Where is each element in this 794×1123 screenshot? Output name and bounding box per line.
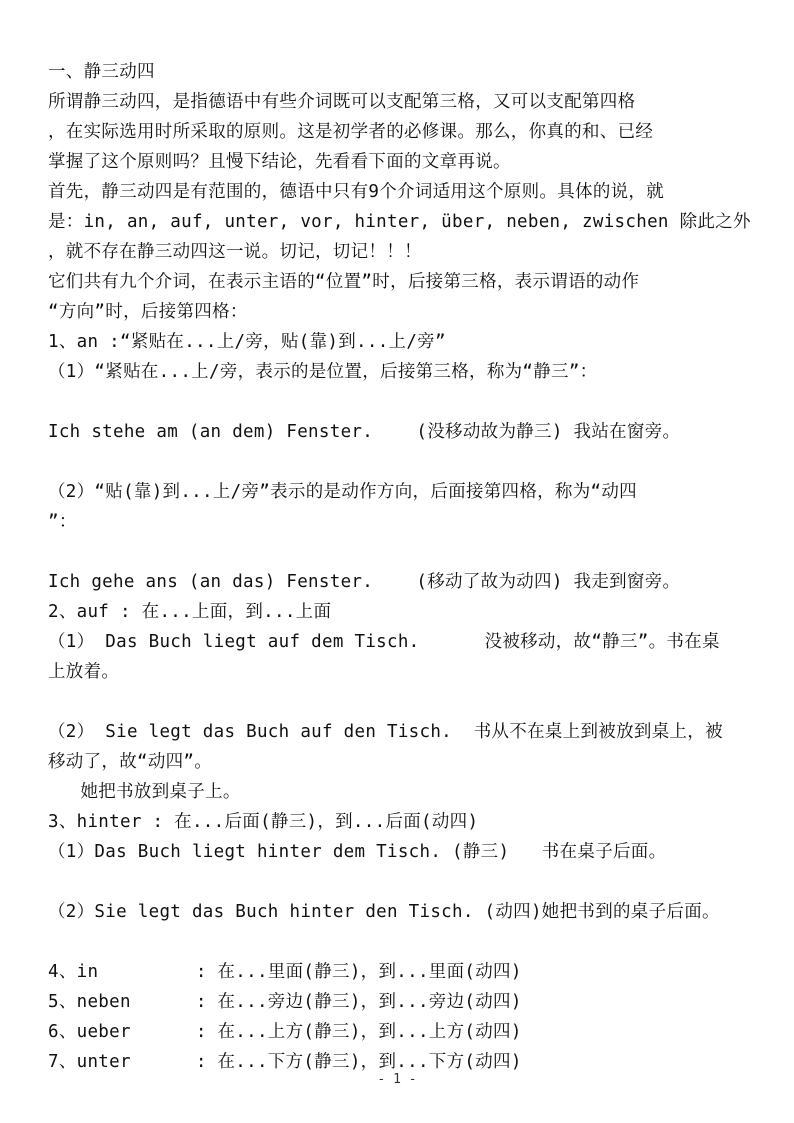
paragraph-line: ，在实际选用时所采取的原则。这是初学者的必修课。那么，你真的和、已经	[48, 122, 654, 142]
section-heading: 一、静三动四	[48, 62, 155, 82]
example-sentence: 她把书放到桌子上。	[48, 782, 241, 802]
example-sentence: （1） Das Buch liegt auf dem Tisch. 没被移动，故“静三”。书在桌	[48, 632, 720, 652]
item-heading: 3、hinter : 在...后面(静三)，到...后面(动四)	[48, 812, 479, 832]
subitem-line: ”：	[48, 512, 77, 532]
example-sentence: （2） Sie legt das Buch auf den Tisch. 书从不在桌上到被放到桌上，被	[48, 722, 723, 742]
page-number: - 1 -	[377, 1072, 417, 1087]
example-sentence: Ich gehe ans (an das) Fenster. (移动了故为动四) 我走到窗旁。	[48, 572, 681, 592]
example-sentence: 移动了，故“动四”。	[48, 752, 213, 772]
paragraph-line: 是：in, an, auf, unter, vor, hinter, über, neben, zwischen 除此之外	[48, 212, 751, 232]
example-sentence: Ich stehe am (an dem) Fenster. (没移动故为静三) 我站在窗旁。	[48, 422, 681, 442]
item-heading: 1、an :“紧贴在...上/旁，贴(靠)到...上/旁”	[48, 332, 446, 352]
paragraph-line: 掌握了这个原则吗？且慢下结论，先看看下面的文章再说。	[48, 152, 511, 172]
paragraph-line: ，就不存在静三动四这一说。切记，切记！！！	[48, 242, 422, 262]
item-heading: 2、auf : 在...上面，到...上面	[48, 602, 332, 622]
subitem-line: （1）“紧贴在...上/旁，表示的是位置，后接第三格，称为“静三”：	[48, 362, 598, 382]
paragraph-line: “方向”时，后接第四格：	[48, 302, 248, 322]
paragraph-line: 首先，静三动四是有范围的，德语中只有9个介词适用这个原则。具体的说，就	[48, 182, 665, 202]
example-sentence: 上放着。	[48, 662, 120, 682]
paragraph-line: 所谓静三动四，是指德语中有些介词既可以支配第三格，又可以支配第四格	[48, 92, 636, 112]
subitem-line: （2）“贴(靠)到...上/旁”表示的是动作方向，后面接第四格，称为“动四	[48, 482, 637, 502]
example-sentence: （1）Das Buch liegt hinter dem Tisch. (静三) 书在桌子后面。	[48, 842, 667, 862]
example-sentence: （2）Sie legt das Buch hinter den Tisch. (动四)她把书到的桌子后面。	[48, 902, 720, 922]
paragraph-line: 它们共有九个介词，在表示主语的“位置”时，后接第三格，表示谓语的动作	[48, 272, 640, 292]
item-heading: 4、in : 在...里面(静三)，到...里面(动四)	[48, 962, 522, 982]
item-heading: 7、unter : 在...下方(静三)，到...下方(动四)	[48, 1052, 522, 1072]
item-heading: 6、ueber : 在...上方(静三)，到...上方(动四)	[48, 1022, 522, 1042]
item-heading: 5、neben : 在...旁边(静三)，到...旁边(动四)	[48, 992, 522, 1012]
